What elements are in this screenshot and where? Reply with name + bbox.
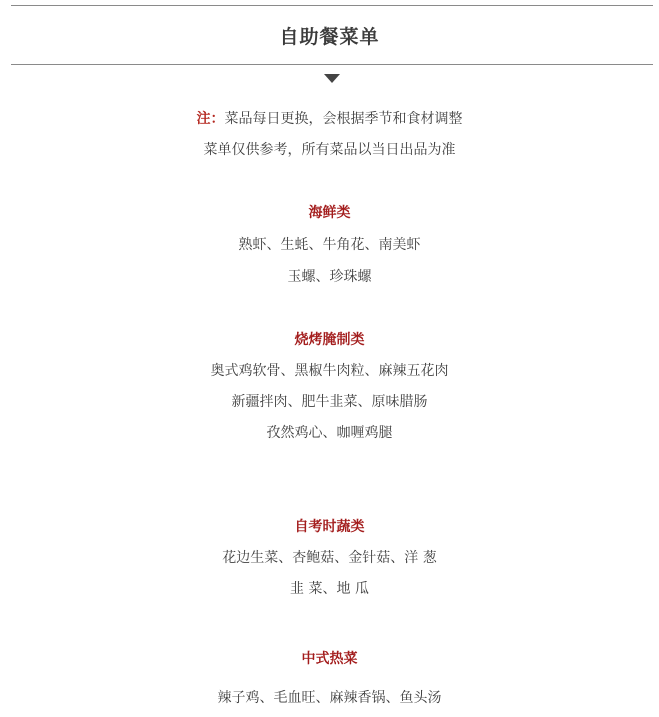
section-heading-seafood: 海鲜类 xyxy=(308,205,351,221)
section-heading-hot-dishes: 中式热菜 xyxy=(301,651,358,667)
triangle-down-icon xyxy=(324,74,340,83)
section-heading-bbq: 烧烤腌制类 xyxy=(294,332,365,348)
menu-line: 韭 菜、地 瓜 xyxy=(290,581,369,597)
note-line-1 xyxy=(0,108,659,128)
menu-line: 新疆拌肉、肥牛韭菜、原味腊肠 xyxy=(231,394,428,410)
section-heading-vegetables: 自考时蔬类 xyxy=(294,519,365,535)
note-label: 注： xyxy=(196,111,225,127)
menu-line: 熟虾、生蚝、牛角花、南美虾 xyxy=(238,237,421,253)
note-line-2: 菜单仅供参考，所有菜品以当日出品为准 xyxy=(203,142,456,158)
menu-line: 花边生菜、杏鲍菇、金针菇、洋 葱 xyxy=(222,550,437,566)
note-text-1: 菜品每日更换，会根据季节和食材调整 xyxy=(224,111,463,127)
menu-line: 玉螺、珍珠螺 xyxy=(287,269,372,285)
menu-line: 奥式鸡软骨、黑椒牛肉粒、麻辣五花肉 xyxy=(210,363,449,379)
title-divider xyxy=(11,64,653,65)
menu-line: 孜然鸡心、咖喱鸡腿 xyxy=(266,425,393,441)
top-divider xyxy=(11,5,653,6)
page-title: 自助餐菜单 xyxy=(279,26,380,48)
menu-line: 辣子鸡、毛血旺、麻辣香锅、鱼头汤 xyxy=(217,690,442,706)
